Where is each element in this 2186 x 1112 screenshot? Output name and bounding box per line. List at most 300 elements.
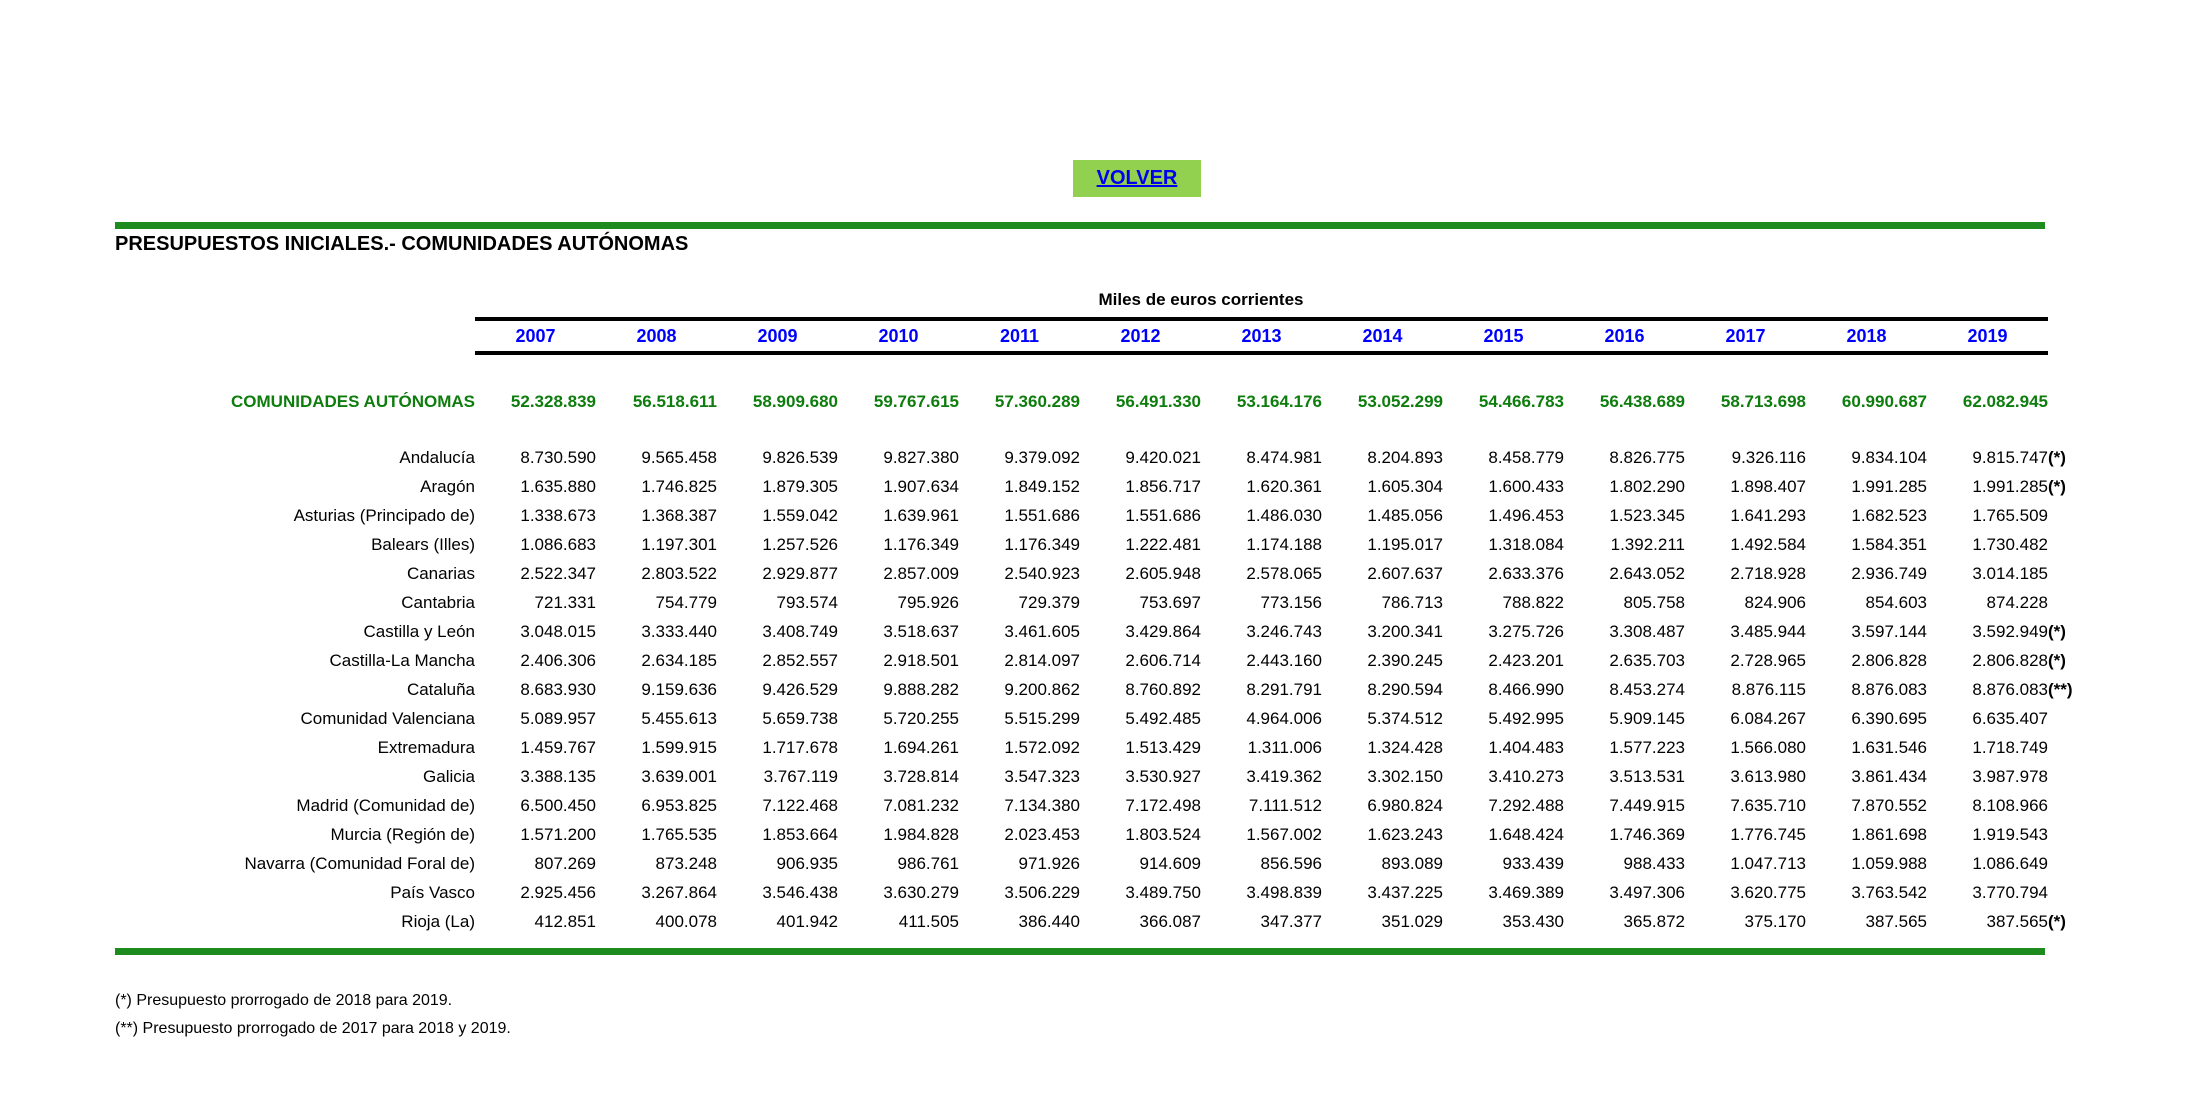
cell-value: 2.540.923: [1004, 563, 1080, 583]
cell-value: 1.620.361: [1246, 476, 1322, 496]
row-label: Castilla-La Mancha: [329, 650, 475, 670]
cell-value: 8.876.083: [1851, 679, 1927, 699]
cell-value: 3.620.775: [1730, 882, 1806, 902]
table-row: [115, 530, 2114, 559]
cell-value: 375.170: [1744, 911, 1806, 931]
cell-value: 1.861.698: [1851, 824, 1927, 844]
row-note: [2048, 762, 2114, 791]
table-row: [115, 588, 2114, 617]
cell-value: 9.826.539: [762, 447, 838, 467]
cell-value: 1.853.664: [762, 824, 838, 844]
spacer-row: [115, 353, 2114, 387]
cell-value: 3.333.440: [641, 621, 717, 641]
row-note: (*): [2048, 621, 2066, 641]
cell-value: 1.392.211: [1610, 534, 1685, 554]
cell-value: 2.806.828: [1972, 650, 2048, 670]
cell-value: 6.980.824: [1367, 795, 1443, 815]
cell-value: 1.898.407: [1730, 476, 1806, 496]
cell-value: 788.822: [1502, 592, 1564, 612]
cell-value: 1.572.092: [1004, 737, 1080, 757]
cell-value: 1.567.002: [1246, 824, 1322, 844]
row-label: País Vasco: [390, 882, 475, 902]
row-note: (*): [2048, 911, 2066, 931]
cell-value: 1.802.290: [1609, 476, 1685, 496]
cell-value: 2.443.160: [1246, 650, 1322, 670]
row-label: Asturias (Principado de): [293, 505, 475, 525]
cell-value: 1.746.825: [641, 476, 717, 496]
cell-value: 1.605.304: [1367, 476, 1443, 496]
cell-value: 2.390.245: [1367, 650, 1443, 670]
cell-value: 7.449.915: [1609, 795, 1685, 815]
cell-value: 3.429.864: [1125, 621, 1201, 641]
cell-value: 1.879.305: [762, 476, 838, 496]
cell-value: 3.513.531: [1609, 766, 1685, 786]
footnote-asterisk: (*) Presupuesto prorrogado de 2018 para 2019.: [115, 992, 453, 1009]
row-label: Comunidad Valenciana: [300, 708, 475, 728]
cell-value: 3.498.839: [1246, 882, 1322, 902]
note-column-spacer: [2048, 319, 2114, 353]
cell-value: 2.929.877: [762, 563, 838, 583]
table-row: [115, 472, 2114, 501]
cell-value: 6.390.695: [1851, 708, 1927, 728]
cell-value: 9.200.862: [1004, 679, 1080, 699]
cell-value: 2.718.928: [1730, 563, 1806, 583]
year-header: 2017: [1685, 319, 1806, 353]
cell-value: 753.697: [1139, 592, 1201, 612]
volver-button[interactable]: [1073, 160, 1201, 197]
cell-value: 56.491.330: [1115, 392, 1201, 411]
cell-value: 807.269: [534, 853, 596, 873]
cell-value: 3.048.015: [520, 621, 596, 641]
row-label: Andalucía: [399, 447, 475, 467]
row-label: Canarias: [406, 563, 475, 583]
year-header: 2007: [475, 319, 596, 353]
year-header: 2018: [1806, 319, 1927, 353]
cell-value: 1.718.749: [1972, 737, 2048, 757]
row-note: (*): [2048, 650, 2066, 670]
cell-value: 401.942: [776, 911, 838, 931]
cell-value: 1.803.524: [1125, 824, 1201, 844]
cell-value: 56.438.689: [1599, 392, 1685, 411]
cell-value: 8.458.779: [1488, 447, 1564, 467]
cell-value: 3.388.135: [520, 766, 596, 786]
cell-value: 874.228: [1986, 592, 2048, 612]
cell-value: 1.907.634: [883, 476, 959, 496]
cell-value: 8.826.775: [1609, 447, 1685, 467]
cell-value: 9.888.282: [883, 679, 959, 699]
cell-value: 1.730.482: [1972, 534, 2048, 554]
cell-value: 1.765.509: [1972, 505, 2048, 525]
row-note: [2048, 588, 2114, 617]
cell-value: 8.466.990: [1488, 679, 1564, 699]
cell-value: 9.565.458: [641, 447, 717, 467]
row-note: [2048, 387, 2114, 417]
cell-value: 9.326.116: [1731, 447, 1806, 467]
volver-link[interactable]: VOLVER: [1096, 167, 1178, 189]
cell-value: 3.861.434: [1851, 766, 1927, 786]
cell-value: 9.426.529: [762, 679, 838, 699]
cell-value: 1.559.042: [762, 505, 838, 525]
row-note: [2048, 878, 2114, 907]
year-header: 2015: [1443, 319, 1564, 353]
cell-value: 387.565: [1865, 911, 1927, 931]
cell-value: 1.195.017: [1367, 534, 1443, 554]
row-label: Cantabria: [401, 592, 475, 612]
cell-value: 3.267.864: [641, 882, 717, 902]
cell-value: 59.767.615: [873, 392, 959, 411]
cell-value: 1.648.424: [1488, 824, 1564, 844]
cell-value: 1.324.428: [1367, 737, 1443, 757]
cell-value: 1.776.745: [1730, 824, 1806, 844]
cell-value: 721.331: [534, 592, 596, 612]
cell-value: 411.505: [898, 911, 959, 931]
cell-value: 3.461.605: [1004, 621, 1080, 641]
table-row: [115, 791, 2114, 820]
cell-value: 1.551.686: [1004, 505, 1080, 525]
cell-value: 5.492.995: [1488, 708, 1564, 728]
cell-value: 2.423.201: [1488, 650, 1564, 670]
cell-value: 3.592.949: [1972, 621, 2048, 641]
cell-value: 387.565: [1986, 911, 2048, 931]
cell-value: 5.909.145: [1609, 708, 1685, 728]
cell-value: 1.059.988: [1851, 853, 1927, 873]
row-note: [2048, 530, 2114, 559]
cell-value: 729.379: [1018, 592, 1080, 612]
cell-value: 3.630.279: [883, 882, 959, 902]
cell-value: 60.990.687: [1841, 392, 1927, 411]
row-label: COMUNIDADES AUTÓNOMAS: [231, 392, 475, 411]
cell-value: 1.765.535: [641, 824, 717, 844]
cell-value: 2.852.557: [762, 650, 838, 670]
cell-value: 2.578.065: [1246, 563, 1322, 583]
year-header: 2019: [1927, 319, 2048, 353]
cell-value: 1.222.481: [1125, 534, 1201, 554]
table-row: [115, 501, 2114, 530]
cell-value: 8.760.892: [1125, 679, 1201, 699]
cell-value: 1.459.767: [520, 737, 596, 757]
cell-value: 3.410.273: [1488, 766, 1564, 786]
cell-value: 3.530.927: [1125, 766, 1201, 786]
row-label: Cataluña: [406, 679, 475, 699]
cell-value: 1.919.543: [1972, 824, 2048, 844]
cell-value: 3.547.323: [1004, 766, 1080, 786]
cell-value: 988.433: [1623, 853, 1685, 873]
cell-value: 1.197.301: [641, 534, 717, 554]
cell-value: 353.430: [1502, 911, 1564, 931]
row-note: [2048, 791, 2114, 820]
cell-value: 1.635.880: [520, 476, 596, 496]
cell-value: 53.052.299: [1357, 392, 1443, 411]
cell-value: 3.469.389: [1488, 882, 1564, 902]
cell-value: 1.584.351: [1851, 534, 1927, 554]
cell-value: 873.248: [655, 853, 717, 873]
cell-value: 2.635.703: [1609, 650, 1685, 670]
cell-value: 1.631.546: [1851, 737, 1927, 757]
row-label: Murcia (Región de): [330, 824, 475, 844]
cell-value: 347.377: [1260, 911, 1322, 931]
cell-value: 1.639.961: [883, 505, 959, 525]
cell-value: 9.379.092: [1004, 447, 1080, 467]
cell-value: 3.613.980: [1730, 766, 1806, 786]
cell-value: 8.876.115: [1731, 679, 1806, 699]
cell-value: 7.122.468: [762, 795, 838, 815]
cell-value: 6.084.267: [1730, 708, 1806, 728]
cell-value: 7.081.232: [883, 795, 959, 815]
cell-value: 365.872: [1623, 911, 1685, 931]
cell-value: 2.925.456: [520, 882, 596, 902]
cell-value: 2.806.828: [1851, 650, 1927, 670]
cell-value: 854.603: [1865, 592, 1927, 612]
cell-value: 3.546.438: [762, 882, 838, 902]
cell-value: 793.574: [776, 592, 838, 612]
top-green-rule: [115, 222, 2045, 229]
row-note: (**): [2048, 679, 2073, 699]
cell-value: 3.763.542: [1851, 882, 1927, 902]
row-note: [2048, 849, 2114, 878]
cell-value: 9.815.747: [1972, 447, 2048, 467]
year-header: 2008: [596, 319, 717, 353]
row-label: Rioja (La): [401, 911, 475, 931]
row-label: Aragón: [420, 476, 475, 496]
cell-value: 2.814.097: [1004, 650, 1080, 670]
cell-value: 2.607.637: [1367, 563, 1443, 583]
table-row: [115, 907, 2114, 936]
table-row: [115, 704, 2114, 733]
cell-value: 5.374.512: [1367, 708, 1443, 728]
table-row: [115, 646, 2114, 675]
footnote-double-asterisk: (**) Presupuesto prorrogado de 2017 para 2018 y 2019.: [115, 1020, 511, 1037]
cell-value: 9.159.636: [641, 679, 717, 699]
cell-value: 8.290.594: [1367, 679, 1443, 699]
cell-value: 1.176.349: [883, 534, 959, 554]
cell-value: 1.485.056: [1367, 505, 1443, 525]
cell-value: 58.713.698: [1720, 392, 1806, 411]
cell-value: 754.779: [655, 592, 717, 612]
cell-value: 8.204.893: [1367, 447, 1443, 467]
cell-value: 914.609: [1139, 853, 1201, 873]
cell-value: 5.659.738: [762, 708, 838, 728]
table-row: [115, 617, 2114, 646]
cell-value: 893.089: [1381, 853, 1443, 873]
row-label: Madrid (Comunidad de): [296, 795, 475, 815]
cell-value: 1.856.717: [1125, 476, 1201, 496]
cell-value: 2.023.453: [1004, 824, 1080, 844]
cell-value: 2.936.749: [1851, 563, 1927, 583]
cell-value: 1.492.584: [1730, 534, 1806, 554]
cell-value: 1.991.285: [1851, 476, 1927, 496]
cell-value: 7.111.512: [1248, 795, 1322, 815]
cell-value: 1.571.200: [520, 824, 596, 844]
cell-value: 366.087: [1139, 911, 1201, 931]
year-header: 2016: [1564, 319, 1685, 353]
cell-value: 1.486.030: [1246, 505, 1322, 525]
cell-value: 6.500.450: [520, 795, 596, 815]
cell-value: 2.634.185: [641, 650, 717, 670]
years-header-row: [115, 319, 2114, 353]
table-row: [115, 849, 2114, 878]
year-header: 2013: [1201, 319, 1322, 353]
cell-value: 3.302.150: [1367, 766, 1443, 786]
budget-table: [115, 278, 2114, 936]
cell-value: 56.518.611: [632, 392, 717, 411]
cell-value: 1.368.387: [641, 505, 717, 525]
cell-value: 3.275.726: [1488, 621, 1564, 641]
cell-value: 3.728.814: [883, 766, 959, 786]
year-header: 2011: [959, 319, 1080, 353]
years-row-spacer: [115, 319, 475, 353]
cell-value: 1.404.483: [1488, 737, 1564, 757]
year-header: 2009: [717, 319, 838, 353]
cell-value: 2.643.052: [1609, 563, 1685, 583]
cell-value: 8.876.083: [1972, 679, 2048, 699]
table-row: [115, 733, 2114, 762]
cell-value: 1.338.673: [520, 505, 596, 525]
table-row: [115, 820, 2114, 849]
cell-value: 400.078: [655, 911, 717, 931]
cell-value: 795.926: [897, 592, 959, 612]
cell-value: 1.984.828: [883, 824, 959, 844]
cell-value: 2.522.347: [520, 563, 596, 583]
row-label: Navarra (Comunidad Foral de): [244, 853, 475, 873]
cell-value: 1.577.223: [1609, 737, 1685, 757]
cell-value: 8.291.791: [1246, 679, 1322, 699]
cell-value: 7.172.498: [1125, 795, 1201, 815]
cell-value: 1.641.293: [1730, 505, 1806, 525]
row-note: [2048, 559, 2114, 588]
cell-value: 1.047.713: [1730, 853, 1806, 873]
cell-value: 412.851: [534, 911, 596, 931]
cell-value: 3.246.743: [1246, 621, 1322, 641]
cell-value: 7.870.552: [1851, 795, 1927, 815]
cell-value: 57.360.289: [994, 392, 1080, 411]
cell-value: 1.311.006: [1247, 737, 1322, 757]
cell-value: 986.761: [897, 853, 959, 873]
cell-value: 8.108.966: [1972, 795, 2048, 815]
cell-value: 3.506.229: [1004, 882, 1080, 902]
cell-value: 5.720.255: [883, 708, 959, 728]
cell-value: 1.496.453: [1488, 505, 1564, 525]
cell-value: 805.758: [1623, 592, 1685, 612]
row-label: Balears (Illes): [371, 534, 475, 554]
cell-value: 3.485.944: [1730, 621, 1806, 641]
cell-value: 1.551.686: [1125, 505, 1201, 525]
row-note: (*): [2048, 476, 2066, 496]
cell-value: 1.991.285: [1972, 476, 2048, 496]
total-row: [115, 387, 2114, 417]
cell-value: 786.713: [1381, 592, 1443, 612]
cell-value: 8.453.274: [1609, 679, 1685, 699]
cell-value: 52.328.839: [510, 392, 596, 411]
row-note: [2048, 501, 2114, 530]
cell-value: 8.730.590: [520, 447, 596, 467]
table-row: [115, 762, 2114, 791]
cell-value: 3.489.750: [1125, 882, 1201, 902]
cell-value: 1.682.523: [1851, 505, 1927, 525]
cell-value: 2.606.714: [1125, 650, 1201, 670]
cell-value: 9.834.104: [1851, 447, 1927, 467]
row-label: Castilla y León: [363, 621, 475, 641]
cell-value: 2.803.522: [641, 563, 717, 583]
cell-value: 2.918.501: [883, 650, 959, 670]
cell-value: 5.492.485: [1125, 708, 1201, 728]
cell-value: 351.029: [1381, 911, 1443, 931]
row-note: [2048, 820, 2114, 849]
spacer-row: [115, 417, 2114, 443]
cell-value: 3.987.978: [1972, 766, 2048, 786]
cell-value: 1.566.080: [1730, 737, 1806, 757]
cell-value: 2.857.009: [883, 563, 959, 583]
cell-value: 1.746.369: [1609, 824, 1685, 844]
row-note: [2048, 733, 2114, 762]
cell-value: 933.439: [1502, 853, 1564, 873]
cell-value: 1.086.683: [520, 534, 596, 554]
cell-value: 3.408.749: [762, 621, 838, 641]
cell-value: 1.623.243: [1367, 824, 1443, 844]
cell-value: 7.292.488: [1488, 795, 1564, 815]
cell-value: 824.906: [1744, 592, 1806, 612]
cell-value: 386.440: [1018, 911, 1080, 931]
table-row: [115, 878, 2114, 907]
cell-value: 8.683.930: [520, 679, 596, 699]
year-header: 2014: [1322, 319, 1443, 353]
cell-value: 1.513.429: [1125, 737, 1201, 757]
cell-value: 3.597.144: [1851, 621, 1927, 641]
units-row-spacer: [115, 278, 475, 319]
bottom-green-rule: [115, 948, 2045, 955]
cell-value: 5.089.957: [520, 708, 596, 728]
cell-value: 9.827.380: [883, 447, 959, 467]
cell-value: 1.717.678: [762, 737, 838, 757]
cell-value: 8.474.981: [1246, 447, 1322, 467]
cell-value: 2.605.948: [1125, 563, 1201, 583]
cell-value: 3.767.119: [763, 766, 838, 786]
cell-value: 1.600.433: [1488, 476, 1564, 496]
cell-value: 7.134.380: [1004, 795, 1080, 815]
cell-value: 1.694.261: [883, 737, 959, 757]
cell-value: 1.318.084: [1488, 534, 1564, 554]
cell-value: 3.770.794: [1972, 882, 2048, 902]
cell-value: 3.497.306: [1609, 882, 1685, 902]
page-title: PRESUPUESTOS INICIALES.- COMUNIDADES AUTÓNOMAS: [115, 233, 689, 255]
units-header-row: [115, 278, 2114, 319]
cell-value: 5.455.613: [641, 708, 717, 728]
row-note: [2048, 704, 2114, 733]
cell-value: 2.728.965: [1730, 650, 1806, 670]
cell-value: 1.523.345: [1609, 505, 1685, 525]
cell-value: 3.308.487: [1609, 621, 1685, 641]
cell-value: 2.406.306: [520, 650, 596, 670]
cell-value: 53.164.176: [1236, 392, 1322, 411]
year-header: 2012: [1080, 319, 1201, 353]
row-label: Galicia: [423, 766, 475, 786]
cell-value: 5.515.299: [1004, 708, 1080, 728]
cell-value: 3.014.185: [1972, 563, 2048, 583]
cell-value: 3.419.362: [1246, 766, 1322, 786]
cell-value: 3.200.341: [1367, 621, 1443, 641]
cell-value: 906.935: [776, 853, 838, 873]
row-label: Extremadura: [377, 737, 475, 757]
cell-value: 1.086.649: [1972, 853, 2048, 873]
cell-value: 54.466.783: [1478, 392, 1564, 411]
table-row: [115, 443, 2114, 472]
cell-value: 2.633.376: [1488, 563, 1564, 583]
cell-value: 62.082.945: [1962, 392, 2048, 411]
cell-value: 6.953.825: [641, 795, 717, 815]
cell-value: 1.599.915: [641, 737, 717, 757]
table-row: [115, 559, 2114, 588]
cell-value: 856.596: [1260, 853, 1322, 873]
cell-value: 7.635.710: [1730, 795, 1806, 815]
